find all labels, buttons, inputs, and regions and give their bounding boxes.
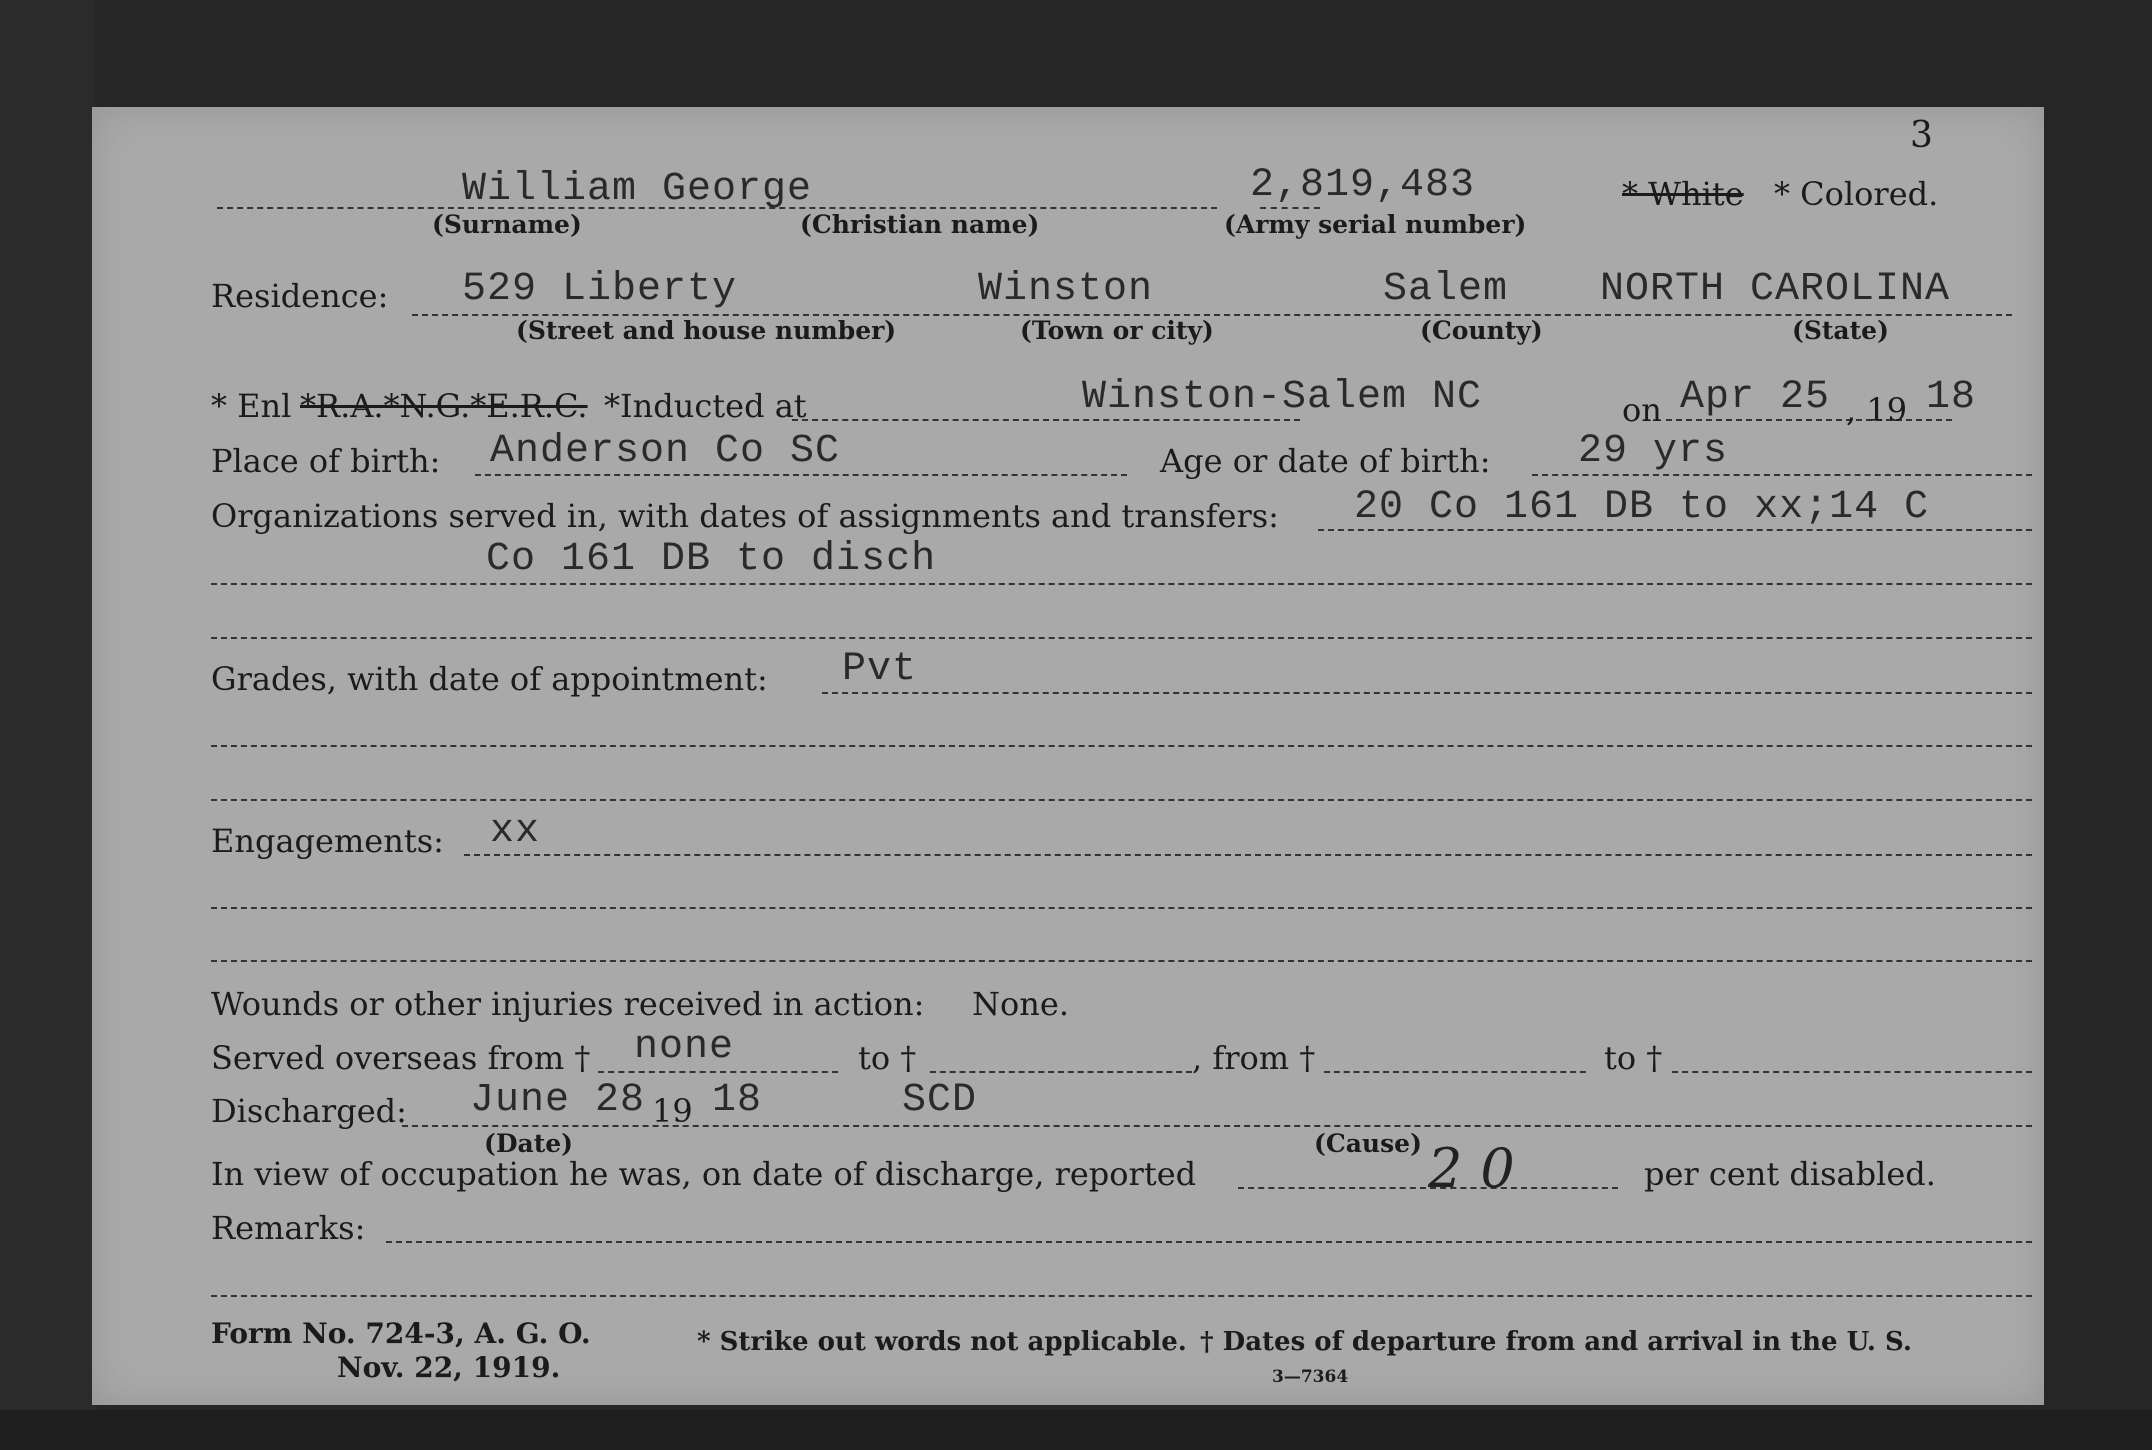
engagements-line-3 bbox=[211, 960, 2032, 962]
disability-value: 20 bbox=[1428, 1137, 1533, 1200]
film-border-bottom bbox=[0, 1410, 2152, 1450]
cause-caption: (Cause) bbox=[1314, 1129, 1422, 1158]
organizations-line-2 bbox=[211, 583, 2032, 585]
overseas-to2: to † bbox=[1604, 1039, 1663, 1077]
overseas-from-line bbox=[598, 1071, 838, 1073]
residence-state: NORTH CAROLINA bbox=[1600, 267, 1951, 312]
discharge-date: June 28 bbox=[470, 1078, 646, 1123]
overseas-from2-line bbox=[1324, 1071, 1586, 1073]
remarks-line-2 bbox=[211, 1295, 2032, 1297]
residence-town: Winston bbox=[978, 267, 1154, 312]
organizations-line-3 bbox=[211, 637, 2032, 639]
dates-note: † Dates of departure from and arrival in the U. S. bbox=[1200, 1327, 1912, 1357]
grades-value: Pvt bbox=[842, 647, 918, 692]
remarks-line-1 bbox=[386, 1241, 2032, 1243]
organizations-value-2: Co 161 DB to disch bbox=[486, 537, 937, 582]
age-value: 29 yrs bbox=[1578, 429, 1729, 474]
engagements-line-2 bbox=[211, 907, 2032, 909]
race-white-struck: * White bbox=[1622, 175, 1744, 213]
age-line bbox=[1532, 474, 2032, 476]
county-caption: (County) bbox=[1420, 316, 1543, 345]
service-record-card bbox=[92, 107, 2044, 1405]
form-number: Form No. 724-3, A. G. O. bbox=[211, 1317, 591, 1350]
discharge-cause: SCD bbox=[902, 1078, 978, 1123]
enlisted-label: * Enl bbox=[211, 387, 292, 425]
overseas-to2-line bbox=[1672, 1071, 2032, 1073]
on-label: on bbox=[1622, 391, 1662, 429]
wounds-label: Wounds or other injuries received in action: bbox=[211, 985, 925, 1023]
serial-caption: (Army serial number) bbox=[1224, 210, 1527, 239]
organizations-label: Organizations served in, with dates of assignments and transfers: bbox=[211, 497, 1279, 535]
disability-label: In view of occupation he was, on date of discharge, reported bbox=[211, 1155, 1197, 1193]
surname-caption: (Surname) bbox=[432, 210, 582, 239]
state-caption: (State) bbox=[1792, 316, 1889, 345]
discharged-line bbox=[402, 1125, 2032, 1127]
town-caption: (Town or city) bbox=[1020, 316, 1214, 345]
strike-note: * Strike out words not applicable. bbox=[697, 1327, 1187, 1357]
residence-county: Salem bbox=[1383, 267, 1509, 312]
engagements-value: xx bbox=[490, 809, 541, 854]
inducted-year-prefix: , 19 bbox=[1846, 391, 1908, 429]
organizations-value-1: 20 Co 161 DB to xx;14 C bbox=[1354, 485, 1930, 530]
inducted-label: *Inducted at bbox=[604, 387, 807, 425]
film-border-left bbox=[0, 0, 95, 1450]
street-caption: (Street and house number) bbox=[516, 316, 897, 345]
residence-label: Residence: bbox=[211, 277, 389, 315]
grades-line-2 bbox=[211, 745, 2032, 747]
grades-line-1 bbox=[822, 692, 2032, 694]
discharge-year: 18 bbox=[712, 1078, 763, 1123]
serial-value: 2,819,483 bbox=[1250, 163, 1476, 208]
birth-place-line bbox=[475, 474, 1127, 476]
birth-place: Anderson Co SC bbox=[490, 429, 841, 474]
engagements-label: Engagements: bbox=[211, 822, 444, 860]
discharge-year-prefix: 19 bbox=[652, 1092, 693, 1130]
form-date: Nov. 22, 1919. bbox=[337, 1351, 561, 1384]
christian-caption: (Christian name) bbox=[800, 210, 1040, 239]
discharged-label: Discharged: bbox=[211, 1092, 407, 1130]
card-number: 3 bbox=[1910, 115, 1933, 156]
residence-street: 529 Liberty bbox=[462, 267, 738, 312]
enlisted-struck: *R.A.*N.G.*E.R.C. bbox=[300, 387, 588, 425]
disability-suffix: per cent disabled. bbox=[1644, 1155, 1936, 1193]
overseas-value: none bbox=[634, 1025, 735, 1070]
overseas-to1-line bbox=[930, 1071, 1192, 1073]
inducted-place: Winston-Salem NC bbox=[1082, 375, 1483, 420]
grades-label: Grades, with date of appointment: bbox=[211, 660, 768, 698]
name-value: William George bbox=[462, 167, 813, 212]
grades-line-3 bbox=[211, 799, 2032, 801]
inducted-date: Apr 25 bbox=[1680, 375, 1831, 420]
overseas-from2: , from † bbox=[1192, 1039, 1316, 1077]
inducted-year: 18 bbox=[1926, 375, 1977, 420]
serial-line-end bbox=[1260, 207, 1320, 209]
birth-place-label: Place of birth: bbox=[211, 442, 441, 480]
wounds-value: None. bbox=[972, 985, 1069, 1023]
engagements-line-1 bbox=[464, 854, 2032, 856]
overseas-to1: to † bbox=[858, 1039, 917, 1077]
age-label: Age or date of birth: bbox=[1160, 442, 1491, 480]
print-code: 3—7364 bbox=[1272, 1367, 1349, 1387]
remarks-label: Remarks: bbox=[211, 1209, 366, 1247]
race-colored: * Colored. bbox=[1774, 175, 1939, 213]
date-caption: (Date) bbox=[484, 1129, 573, 1158]
overseas-label: Served overseas from † bbox=[211, 1039, 591, 1077]
